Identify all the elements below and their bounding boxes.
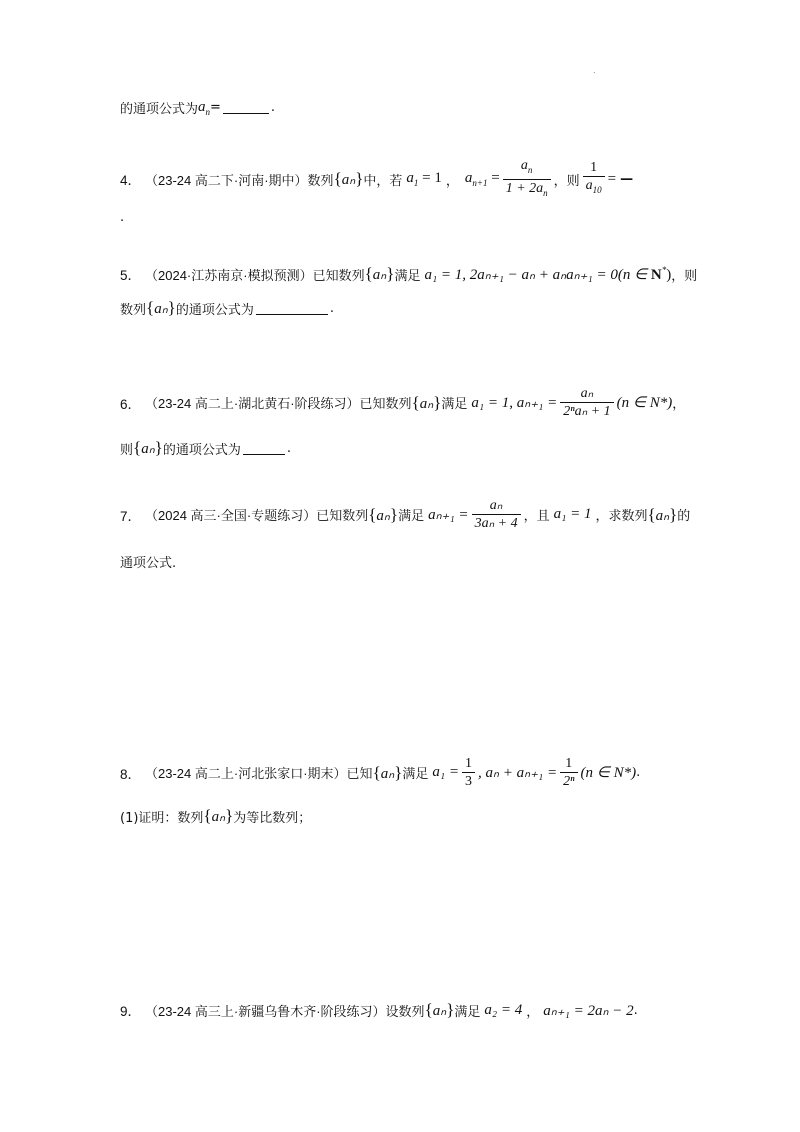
question-number: 6． — [120, 396, 142, 412]
text: . — [120, 210, 125, 225]
question-source: （23-24 高二下·河南·期中） — [145, 172, 308, 188]
recurrence-fraction: $\frac{\text{aₙ}}{\text{2ⁿaₙ + 1}}$ — [560, 386, 613, 419]
answer-blank[interactable] — [223, 101, 269, 114]
recurrence-lhs: aₙ₊₁ = — [428, 507, 469, 523]
text: ， — [445, 173, 459, 189]
text: 通项公式. — [120, 556, 177, 571]
text: 满足 — [441, 397, 468, 412]
sequence-notation: {aₙ} — [372, 762, 403, 782]
question-6-line2 — [120, 438, 291, 458]
sequence-notation: {aₙ} — [133, 438, 163, 457]
text: 满足 — [398, 509, 425, 524]
q3-tail-line — [120, 98, 275, 117]
text: 中，若 — [363, 173, 403, 189]
text: (1)证明：数列 — [120, 810, 204, 826]
domain-condition: (n ∈ N*) — [616, 395, 673, 411]
answer-blank[interactable] — [256, 302, 328, 315]
domain-condition: (n ∈ N*) — [580, 765, 637, 781]
question-6 — [120, 386, 685, 419]
ask-fraction: $\frac{1}{a_{10}}$ — [583, 160, 605, 198]
sequence-notation: {aₙ} — [203, 806, 234, 825]
text: ， — [526, 1004, 540, 1020]
fraction-one-over-two-n: $\frac{1}{\text{2ⁿ}}$ — [560, 756, 577, 789]
text: . — [329, 300, 334, 316]
q3-tail-eq: = — [210, 100, 221, 115]
condition: a₁ = 1, 2aₙ₊₁ − aₙ + aₙaₙ₊₁ = 0(n ∈ N*) — [424, 264, 672, 283]
text: 满足 — [402, 767, 429, 782]
text: 则 — [120, 442, 134, 458]
text: 满足 — [454, 1004, 481, 1020]
text: 的 — [677, 509, 691, 524]
text: 数列 — [120, 302, 147, 318]
question-8-part1 — [120, 806, 311, 826]
question-7-line2 — [120, 552, 176, 571]
equals-sign: = — [607, 170, 617, 187]
fraction-one-third: $\frac{1}{3}$ — [462, 756, 475, 789]
sequence-notation: {aₙ} — [146, 298, 176, 317]
question-source: （23-24 高三上·新疆乌鲁木齐·阶段练习） — [145, 1003, 386, 1019]
initial-condition: a₁ = 1 — [553, 506, 592, 522]
text: 已知数列 — [359, 397, 412, 412]
question-number: 9． — [120, 1004, 142, 1019]
text: 的通项公式为 — [162, 442, 241, 458]
condition-2: aₙ₊₁ = 2aₙ − 2 — [543, 1002, 634, 1019]
text: 数列 — [307, 173, 334, 189]
question-8 — [120, 756, 640, 789]
sequence-notation: {aₙ} — [411, 392, 442, 412]
sequence-notation: {aₙ} — [647, 504, 678, 524]
q3-tail-text: 的通项公式为 — [120, 102, 199, 117]
q3-tail-var: $a_n$ — [198, 98, 211, 117]
question-5 — [120, 264, 697, 284]
sequence-notation: {aₙ} — [364, 264, 395, 283]
page-mark: . — [593, 66, 596, 75]
question-source: （23-24 高二上·湖北黄石·阶段练习） — [145, 396, 360, 411]
condition-1: a₂ = 4 — [484, 1001, 523, 1018]
text: 为等比数列； — [233, 810, 312, 826]
sequence-notation: {aₙ} — [424, 1000, 455, 1019]
question-4-cont — [120, 210, 124, 225]
question-9 — [120, 1000, 638, 1020]
question-number: 5． — [120, 268, 142, 283]
text: 设数列 — [385, 1004, 425, 1020]
q3-tail-end: . — [270, 100, 276, 115]
question-source: （2024·江苏南京·模拟预测） — [145, 267, 313, 283]
text: 已知数列 — [316, 509, 369, 524]
question-4 — [120, 158, 633, 201]
text: . — [286, 440, 291, 456]
text: 的通项公式为 — [175, 302, 254, 318]
text: ， — [672, 397, 686, 412]
recurrence: , aₙ + aₙ₊₁ = — [478, 765, 558, 781]
initial-condition: $a_1 = 1$ — [406, 170, 442, 189]
text: 已知数列 — [312, 268, 365, 284]
text: ，则 — [671, 268, 698, 284]
question-source: （23-24 高二上·河北张家口·期末） — [145, 766, 347, 781]
sequence-notation: {aₙ} — [368, 504, 399, 524]
sequence-notation: {aₙ} — [333, 169, 364, 189]
text: 已知 — [346, 767, 373, 782]
recurrence-lhs: $a_{n+1}$ = — [464, 170, 500, 189]
text: . — [636, 765, 641, 780]
question-number: 8． — [120, 766, 142, 782]
question-source: （2024 高三·全国·专题练习） — [145, 508, 317, 523]
text: 满足 — [394, 268, 421, 284]
text: . — [633, 1002, 638, 1018]
question-5-line2 — [120, 298, 334, 318]
text: ，且 — [523, 509, 550, 524]
question-7 — [120, 498, 690, 531]
condition: a₁ = 1, aₙ₊₁ = — [471, 395, 558, 411]
text: ，则 — [553, 173, 580, 189]
answer-dash[interactable]: — — [620, 171, 634, 187]
initial-condition: a₁ = — [432, 764, 459, 780]
recurrence-fraction: $\frac{\text{aₙ}}{\text{3aₙ + 4}}$ — [472, 498, 521, 531]
question-number: 7． — [120, 508, 142, 524]
answer-blank[interactable] — [243, 442, 285, 455]
question-number: 4． — [120, 173, 142, 189]
recurrence-fraction: $\frac{a_n}{1 + 2a_n}$ — [503, 158, 551, 201]
text: ，求数列 — [595, 509, 648, 524]
